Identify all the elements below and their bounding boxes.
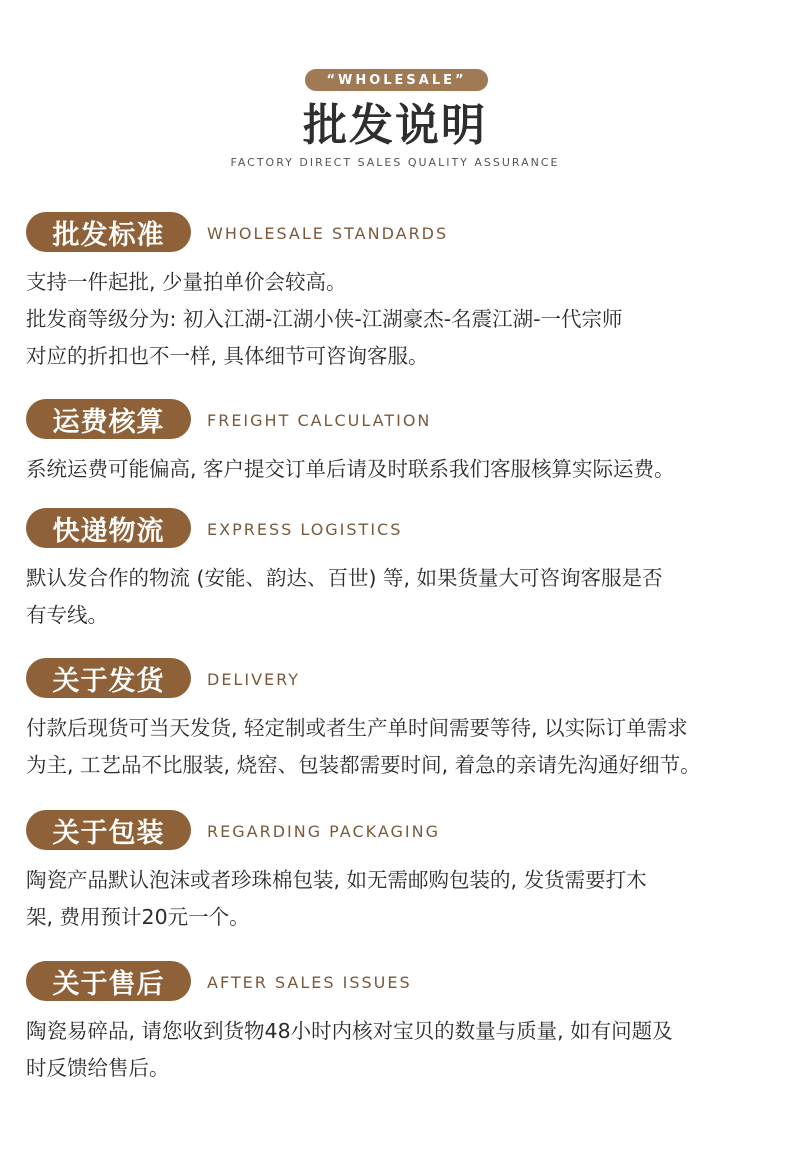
section-english-title: FREIGHT CALCULATION [207, 411, 432, 430]
section-badge: 运费核算 [26, 399, 191, 439]
section-badge: 关于发货 [26, 658, 191, 698]
section-body [26, 862, 771, 936]
section-body [26, 560, 771, 634]
body-line: 系统运费可能偏高, 客户提交订单后请及时联系我们客服核算实际运费。 [26, 457, 675, 481]
section-badge: 关于包装 [26, 810, 191, 850]
body-line: 架, 费用预计20元一个。 [26, 905, 250, 929]
section-body [26, 451, 771, 488]
section-body [26, 264, 771, 375]
page-subtitle: FACTORY DIRECT SALES QUALITY ASSURANCE [230, 156, 560, 169]
body-line: 陶瓷产品默认泡沫或者珍珠棉包装, 如无需邮购包装的, 发货需要打木 [26, 868, 647, 892]
body-line: 时反馈给售后。 [26, 1056, 170, 1080]
section-badge: 快递物流 [26, 508, 191, 548]
section-badge: 批发标准 [26, 212, 191, 252]
section-english-title: REGARDING PACKAGING [207, 822, 440, 841]
body-line: 批发商等级分为: 初入江湖-江湖小侠-江湖豪杰-名震江湖-一代宗师 [26, 307, 623, 331]
body-line: 为主, 工艺品不比服装, 烧窑、包装都需要时间, 着急的亲请先沟通好细节。 [26, 753, 701, 777]
body-line: 支持一件起批, 少量拍单价会较高。 [26, 270, 347, 294]
section-english-title: DELIVERY [207, 670, 300, 689]
wholesale-pill: “WHOLESALE” [305, 69, 488, 91]
body-line: 陶瓷易碎品, 请您收到货物48小时内核对宝贝的数量与质量, 如有问题及 [26, 1019, 673, 1043]
section-english-title: WHOLESALE STANDARDS [207, 224, 449, 243]
page-title: 批发说明 [303, 100, 487, 151]
body-line: 有专线。 [26, 603, 108, 627]
section-english-title: EXPRESS LOGISTICS [207, 520, 403, 539]
section-badge: 关于售后 [26, 961, 191, 1001]
body-line: 默认发合作的物流 (安能、韵达、百世) 等, 如果货量大可咨询客服是否 [26, 566, 663, 590]
section-body [26, 710, 771, 784]
body-line: 付款后现货可当天发货, 轻定制或者生产单时间需要等待, 以实际订单需求 [26, 716, 688, 740]
page-header [0, 0, 790, 190]
body-line: 对应的折扣也不一样, 具体细节可咨询客服。 [26, 344, 429, 368]
section-english-title: AFTER SALES ISSUES [207, 973, 412, 992]
section-body [26, 1013, 771, 1087]
